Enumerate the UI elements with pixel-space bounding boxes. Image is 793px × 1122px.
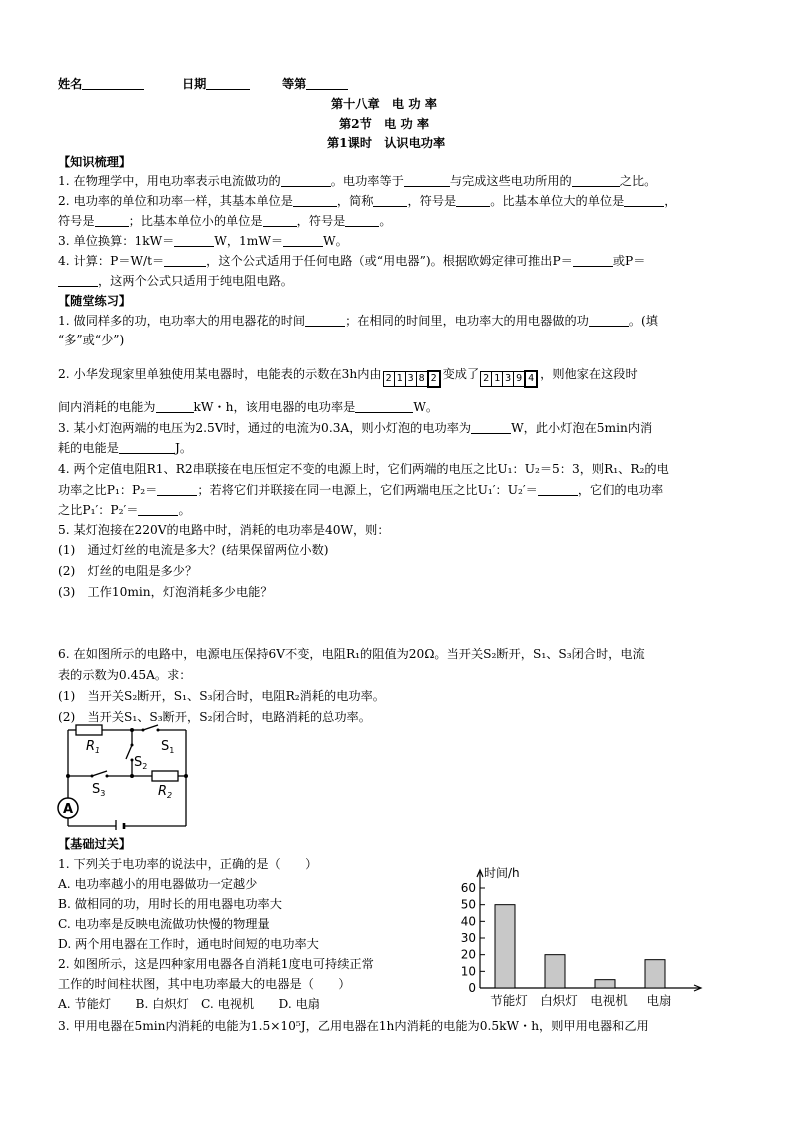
- junction-mid: [130, 774, 134, 778]
- name-field[interactable]: [58, 76, 144, 92]
- knowledge-line-4: 3. 单位换算：1kW＝ W，1mW＝ W。: [58, 234, 348, 248]
- y-axis-label: 时间/h: [484, 866, 520, 880]
- practice-q1: 1. 做同样多的功，电功率大的用电器花的时间 ；在相同的时间里，电功率大的用电器做的功 。(填: [58, 314, 658, 328]
- basics-q2-options: A. 节能灯 B. 白炽灯 C. 电视机 D. 电扇: [58, 997, 320, 1011]
- y-tick-label: 40: [460, 914, 476, 929]
- label-r2: $R_2$: [158, 784, 173, 800]
- junction-top: [130, 728, 134, 732]
- practice-q3-cont: 耗的电能是 J。: [58, 441, 193, 455]
- meter-reading-start: 2 1 3 8 2: [384, 369, 441, 388]
- practice-heading: 【随堂练习】: [58, 294, 132, 308]
- practice-q2-cont: 间内消耗的电能为 kW・h，该用电器的电功率是 W。: [58, 400, 439, 414]
- basics-q1-option-b: B. 做相同的功，用时长的用电器电功率大: [58, 897, 282, 911]
- basics-heading: 【基础过关】: [58, 837, 132, 851]
- basics-q1-option-a: A. 电功率越小的用电器做功一定越少: [58, 877, 258, 891]
- bar: [495, 905, 515, 988]
- basics-q1-option-c: C. 电功率是反映电流做功快慢的物理量: [58, 917, 270, 931]
- practice-q6-2: (2) 当开关S₁、S₃断开，S₂闭合时，电路消耗的总功率。: [58, 710, 371, 724]
- resistor-r1: [76, 725, 102, 735]
- label-s2: $S_2$: [134, 755, 148, 771]
- practice-q5-2: (2) 灯丝的电阻是多少？: [58, 564, 198, 578]
- grade-field[interactable]: [282, 76, 348, 92]
- date-field[interactable]: [182, 76, 250, 92]
- bar: [595, 980, 615, 988]
- practice-q6: 6. 在如图所示的电路中，电源电压保持6V不变，电阻R₁的阻值为20Ω。当开关S₂断开，S₁、S₃闭合时，电流: [58, 647, 645, 661]
- label-s1: $S_1$: [161, 739, 175, 755]
- practice-q3: 3. 某小灯泡两端的电压为2.5V时，通过的电流为0.3A，则小灯泡的电功率为 W，此小灯泡在5min内消: [58, 421, 653, 435]
- lesson-title: 第1课时 认识电功率: [327, 136, 446, 150]
- chapter-title: 第十八章 电 功 率: [331, 97, 437, 111]
- meter-reading-end: 2 1 3 9 4: [481, 369, 538, 388]
- practice-q2: 2. 小华发现家里单独使用某电器时，电能表的示数在3h内由 2 1 3 8 2 变成了 2 1 3 9 4 ，则他家在这段时: [58, 366, 638, 388]
- switch-s3: [92, 771, 107, 776]
- date-label: 日期: [182, 77, 207, 91]
- label-r1: $R_1$: [86, 739, 101, 755]
- name-label: 姓名: [58, 77, 83, 91]
- circuit-diagram: [50, 722, 192, 830]
- junction-left: [66, 774, 70, 778]
- switch-s2: [126, 745, 132, 759]
- y-tick-label: 0: [468, 981, 476, 995]
- x-tick-label: 电视机: [590, 993, 628, 1008]
- knowledge-line-3: 符号是 ；比基本单位小的单位是 ，符号是 。: [58, 214, 392, 228]
- x-tick-label: 白炽灯: [540, 993, 578, 1008]
- bar-chart: [448, 862, 708, 1010]
- basics-q2-cont: 工作的时间柱状图，其中电功率最大的电器是（ ）: [58, 977, 351, 991]
- practice-q4-end: 之比P₁′：P₂′＝ 。: [58, 503, 191, 517]
- practice-q5-1: (1) 通过灯丝的电流是多大？(结果保留两位小数): [58, 543, 329, 557]
- knowledge-line-5: 4. 计算：P＝W/t＝ ，这个公式适用于任何电路（或“用电器”)。根据欧姆定律可推出P＝ 或P＝: [58, 254, 646, 268]
- knowledge-heading: 【知识梳理】: [58, 155, 132, 169]
- practice-q4: 4. 两个定值电阻R1、R2串联接在电压恒定不变的电源上时，它们两端的电压之比U₁：U₂＝5：3，则R₁、R₂的电: [58, 462, 669, 476]
- y-tick-label: 10: [460, 964, 476, 979]
- grade-label: 等第: [282, 77, 307, 91]
- knowledge-line-1: 1. 在物理学中，用电功率表示电流做功的 。电功率等于 与完成这些电功所用的 之比。: [58, 174, 657, 188]
- ammeter-label: A: [62, 802, 74, 817]
- x-tick-label: 电扇: [646, 993, 672, 1008]
- practice-q6-1: (1) 当开关S₂断开，S₁、S₃闭合时，电阻R₂消耗的电功率。: [58, 689, 385, 703]
- y-tick-label: 20: [460, 947, 476, 962]
- y-tick-label: 30: [460, 931, 476, 945]
- section-title: 第2节 电 功 率: [339, 117, 430, 131]
- basics-q2: 2. 如图所示，这是四种家用电器各自消耗1度电可持续正常: [58, 957, 374, 971]
- y-tick-label: 60: [460, 881, 476, 895]
- practice-q6-cont: 表的示数为0.45A。求：: [58, 668, 192, 682]
- practice-q4-cont: 功率之比P₁：P₂＝ ；若将它们并联接在同一电源上，它们两端电压之比U₁′：U₂′＝ ，它们的电功率: [58, 483, 664, 497]
- basics-q1: 1. 下列关于电功率的说法中，正确的是（ ）: [58, 857, 318, 871]
- basics-q1-option-d: D. 两个用电器在工作时，通电时间短的电功率大: [58, 937, 319, 951]
- switch-s1: [143, 725, 158, 730]
- x-tick-label: 节能灯: [490, 993, 528, 1008]
- bar: [545, 955, 565, 988]
- resistor-r2: [152, 771, 178, 781]
- basics-q3: 3. 甲用电器在5min内消耗的电能为1.5×10⁵J，乙用电器在1h内消耗的电能为0.5kW・h，则甲用电器和乙用: [58, 1019, 649, 1033]
- knowledge-line-2: 2. 电功率的单位和功率一样，其基本单位是 ，简称 ，符号是 。比基本单位大的单位是 ，: [58, 194, 677, 208]
- y-tick-label: 50: [460, 897, 476, 912]
- practice-q1-cont: “多”或“少”): [58, 333, 125, 347]
- label-s3: $S_3$: [92, 782, 106, 798]
- practice-q5-3: (3) 工作10min，灯泡消耗多少电能？: [58, 585, 273, 599]
- practice-q5: 5. 某灯泡接在220V的电路中时，消耗的电功率是40W，则：: [58, 523, 390, 537]
- bar: [645, 960, 665, 988]
- junction-right: [184, 774, 188, 778]
- knowledge-line-6: ，这两个公式只适用于纯电阻电路。: [58, 273, 293, 289]
